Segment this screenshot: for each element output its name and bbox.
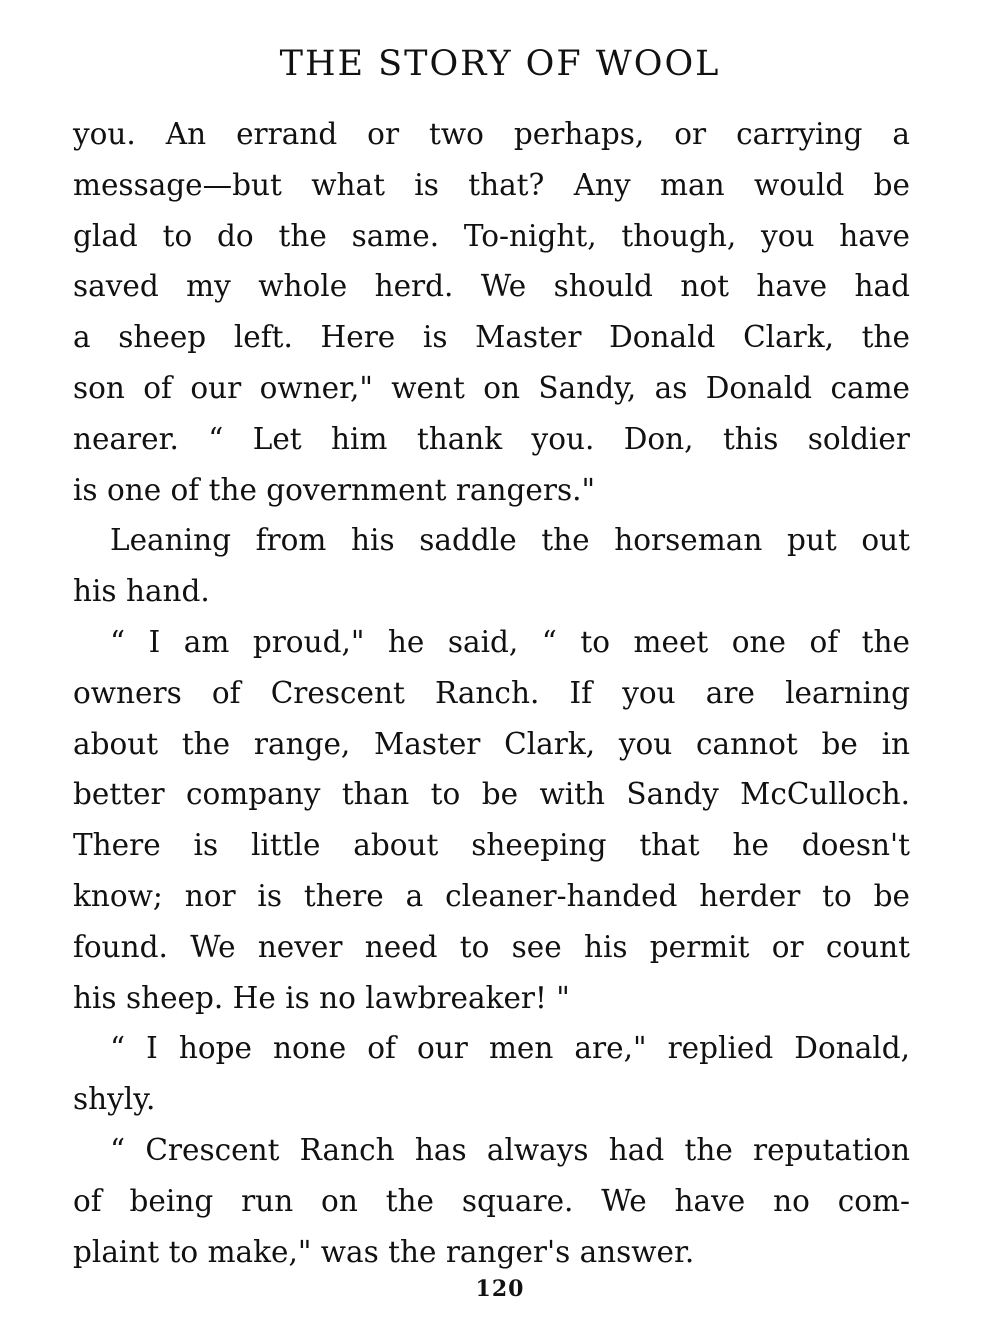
paragraph-end-line: is one of the government rangers." bbox=[73, 472, 596, 507]
text-line: about the range, Master Clark, you cannot be in bbox=[73, 726, 910, 761]
paragraph-first-line: “ I am proud," he said, “ to meet one of the bbox=[110, 624, 910, 659]
paragraph-first-line: “ Crescent Ranch has always had the reputation bbox=[110, 1132, 910, 1167]
running-head: THE STORY OF WOOL bbox=[279, 44, 721, 84]
text-line: There is little about sheeping that he doesn't bbox=[73, 828, 910, 863]
text-line: of being run on the square. We have no com- bbox=[73, 1183, 910, 1218]
text-line: know; nor is there a cleaner-handed herder to be bbox=[73, 878, 910, 913]
text-line: owners of Crescent Ranch. If you are learning bbox=[73, 675, 910, 710]
text-line: a sheep left. Here is Master Donald Clark, the bbox=[73, 320, 910, 355]
paragraph-end-line: shyly. bbox=[73, 1082, 156, 1117]
page-number: 120 bbox=[475, 1276, 525, 1302]
text-line: glad to do the same. To-night, though, you have bbox=[73, 218, 910, 253]
text-line: saved my whole herd. We should not have had bbox=[73, 269, 910, 304]
text-line: found. We never need to see his permit or count bbox=[73, 929, 910, 964]
text-line: message—but what is that? Any man would be bbox=[73, 167, 910, 202]
paragraph-end-line: his sheep. He is no lawbreaker! " bbox=[73, 980, 570, 1015]
paragraph-first-line: Leaning from his saddle the horseman put out bbox=[110, 523, 910, 558]
text-line: better company than to be with Sandy McCulloch. bbox=[73, 777, 910, 812]
text-line: nearer. “ Let him thank you. Don, this soldier bbox=[73, 421, 910, 456]
paragraph-first-line: “ I hope none of our men are," replied Donald, bbox=[110, 1031, 910, 1066]
paragraph-end-line: his hand. bbox=[73, 574, 210, 609]
body-text bbox=[73, 109, 910, 1277]
paragraph-end-line: plaint to make," was the ranger's answer. bbox=[73, 1234, 695, 1269]
text-line: son of our owner," went on Sandy, as Donald came bbox=[73, 370, 910, 405]
text-line: you. An errand or two perhaps, or carrying a bbox=[73, 117, 910, 151]
